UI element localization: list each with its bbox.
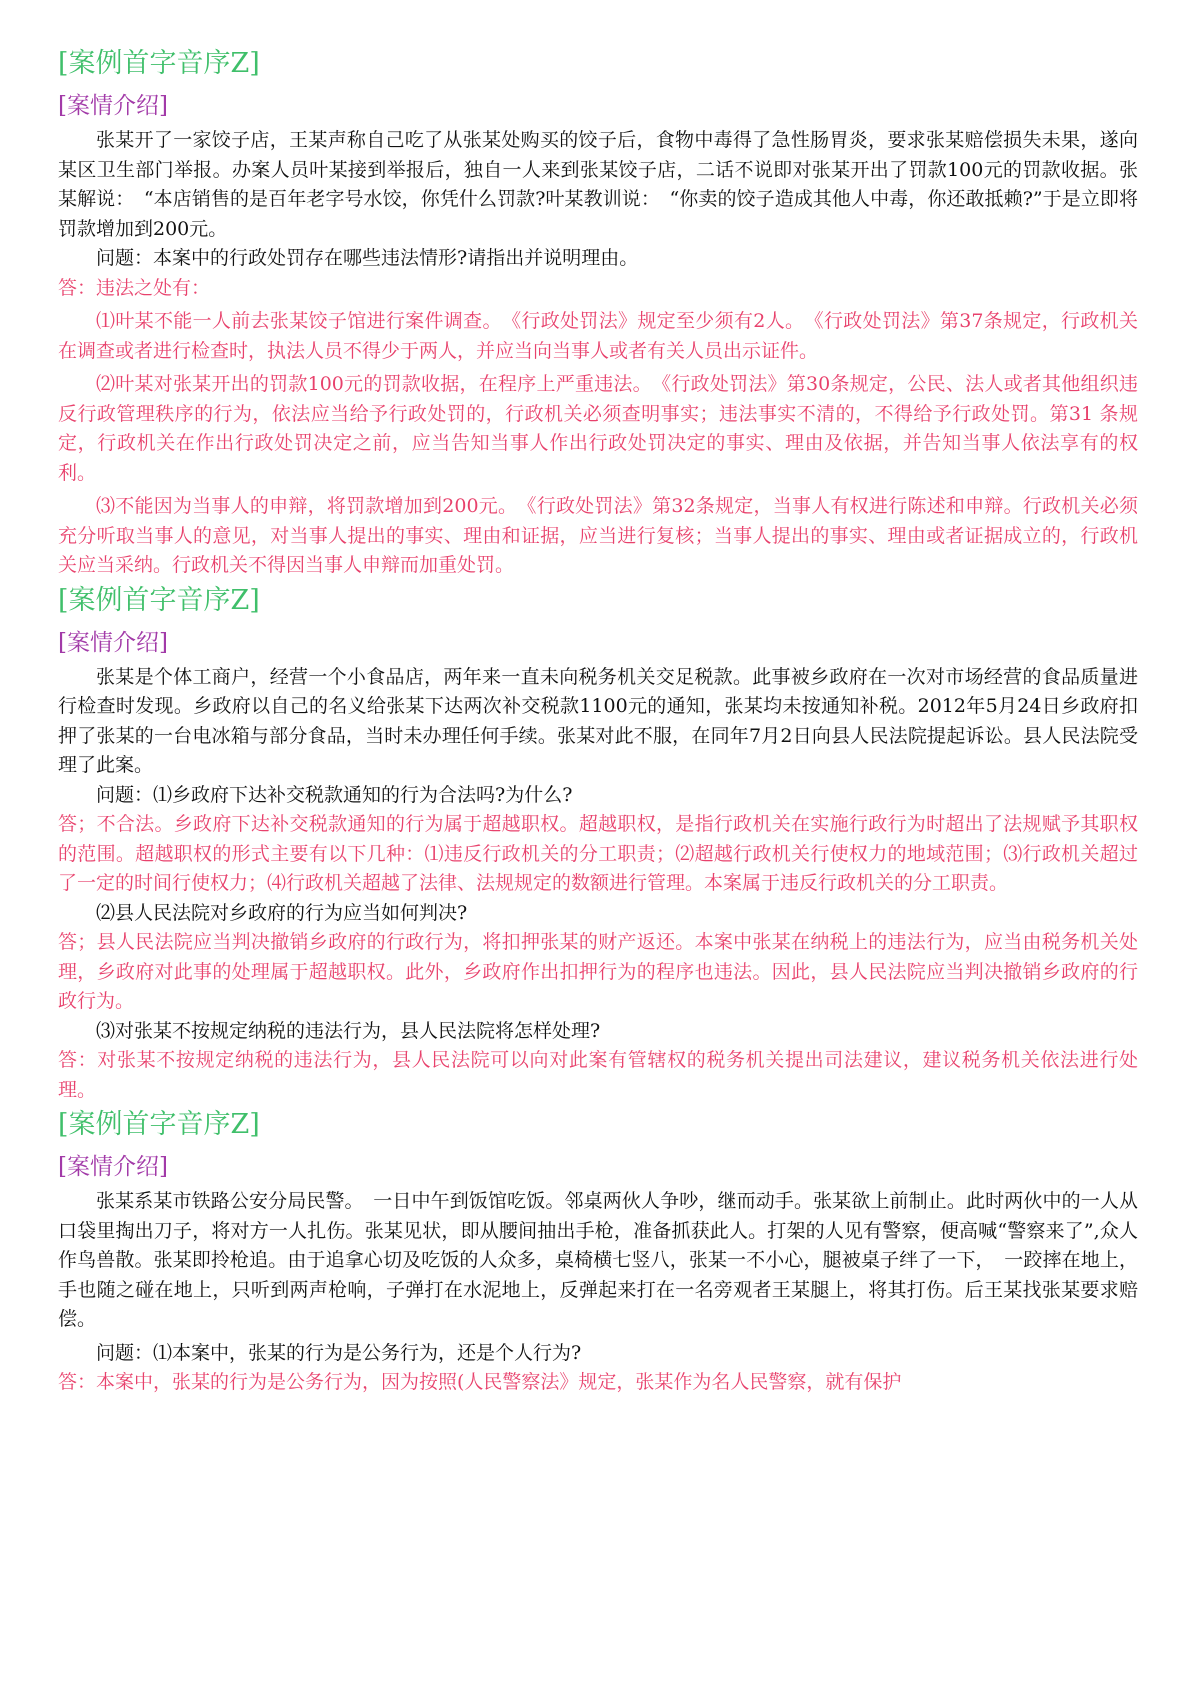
case-heading: [案例首字音序Z] [58,1109,260,1140]
answer-label: 答：违法之处有： [58,276,211,299]
question: ⑵县人民法院对乡政府的行为应当如何判决? [96,901,468,924]
case-3 [58,1105,1138,1398]
answer: 答：本案中，张某的行为是公务行为，因为按照(人民警察法》规定，张某作为名人民警察，就有保护 [58,1371,902,1393]
question: ⑶对张某不按规定纳税的违法行为，县人民法院将怎样处理? [96,1019,601,1042]
case-intro: 张某系某市铁路公安分局民警。 一日中午到饭馆吃饭。邻桌两伙人争吵，继而动手。张某欲上前制止。此时两伙中的一人从口袋里掏出刀子，将对方一人扎伤。张某见状，即从腰间抽出手枪，准备抓获此人。打架的人见有警察，便高喊“警察来了”,众人作鸟兽散。张某即拎枪追。由于追拿心切及吃饭的人众多，桌椅横七竖八，张某一不小心，腿被桌子绊了一下， 一跤摔在地上，手也随之碰在地上，只听到两声枪响，子弹打在水泥地上，反弹起来打在一名旁观者王某腿上，将其打伤。后王某找张某要求赔偿。 [58,1190,1138,1330]
question: 问题：本案中的行政处罚存在哪些违法情形?请指出并说明理由。 [96,247,639,269]
answer: 答：对张某不按规定纳税的违法行为，县人民法院可以向对此案有管辖权的税务机关提出司法建议，建议税务机关依法进行处理。 [58,1049,1138,1101]
case-intro: 张某开了一家饺子店，王某声称自己吃了从张某处购买的饺子后，食物中毒得了急性肠胃炎，要求张某赔偿损失未果，遂向某区卫生部门举报。办案人员叶某接到举报后，独自一人来到张某饺子店，二话不说即对张某开出了罚款100元的罚款收据。张某解说： “本店销售的是百年老字号水饺，你凭什么罚款?叶某教训说： “你卖的饺子造成其他人中毒，你还敢抵赖?”于是立即将罚款增加到200元。 [58,129,1138,240]
case-subheading: [案情介绍] [58,629,168,656]
case-subheading: [案情介绍] [58,1154,168,1180]
case-heading: [案例首字音序Z] [58,584,260,616]
answer: 答；县人民法院应当判决撤销乡政府的行政行为，将扣押张某的财产返还。本案中张某在纳税上的违法行为，应当由税务机关处理，乡政府对此事的处理属于超越职权。此外，乡政府作出扣押行为的程序也违法。因此，县人民法院应当判决撤销乡政府的行政行为。 [58,931,1138,1012]
case-2 [58,581,1138,1106]
case-subheading: [案情介绍] [58,93,168,119]
document-page [58,44,1138,1398]
case-intro: 张某是个体工商户，经营一个小食品店，两年来一直未向税务机关交足税款。此事被乡政府在一次对市场经营的食品质量进行检查时发现。乡政府以自己的名义给张某下达两次补交税款1100元的通知，张某均未按通知补税。2012年5月24日乡政府扣押了张某的一台电冰箱与部分食品，当时未办理任何手续。张某对此不服，在同年7月2日向县人民法院提起诉讼。县人民法院受理了此案。 [58,665,1138,776]
question: 问题：⑴乡政府下达补交税款通知的行为合法吗?为什么? [96,783,573,806]
answer-item: ⑵叶某对张某开出的罚款100元的罚款收据，在程序上严重违法。 《行政处罚法》第30条规定，公民、法人或者其他组织违反行政管理秩序的行为，依法应当给予行政处罚的，行政机关必须查明事实；违法事实不清的，不得给予行政处罚。第31 条规定，行政机关在作出行政处罚决定之前，应当告知当事人作出行政处罚决定的事实、理由及依据，并告知当事人依法享有的权利。 [58,373,1138,484]
case-1 [58,44,1138,581]
question: 问题：⑴本案中，张某的行为是公务行为，还是个人行为? [96,1341,582,1364]
answer-item: ⑶不能因为当事人的申辩，将罚款增加到200元。 《行政处罚法》第32条规定，当事人有权进行陈述和申辩。行政机关必须充分听取当事人的意见，对当事人提出的事实、理由和证据，应当进行复核；当事人提出的事实、理由或者证据成立的，行政机关应当采纳。行政机关不得因当事人申辩而加重处罚。 [58,495,1138,576]
answer-item: ⑴叶某不能一人前去张某饺子馆进行案件调查。 《行政处罚法》规定至少须有2人。 《行政处罚法》第37条规定，行政机关在调查或者进行检查时，执法人员不得少于两人，并应当向当事人或者有关人员出示证件。 [58,310,1138,362]
answer: 答；不合法。乡政府下达补交税款通知的行为属于超越职权。超越职权，是指行政机关在实施行政行为时超出了法规赋予其职权的范围。超越职权的形式主要有以下几种：⑴违反行政机关的分工职责；⑵超越行政机关行使权力的地域范围；⑶行政机关超过了一定的时间行使权力；⑷行政机关超越了法律、法规规定的数额进行管理。本案属于违反行政机关的分工职责。 [58,813,1138,894]
case-heading: [案例首字音序Z] [58,48,260,79]
